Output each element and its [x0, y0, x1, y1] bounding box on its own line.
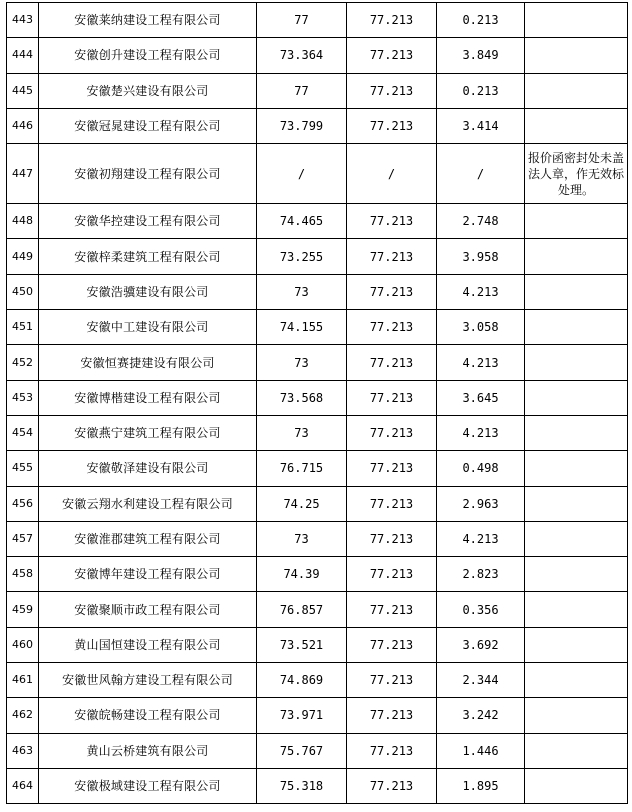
benchmark-value-cell: 77.213 [347, 627, 437, 662]
remark-cell [525, 380, 628, 415]
company-name-cell: 安徽极域建设工程有限公司 [39, 768, 257, 803]
deviation-value-cell: 3.414 [437, 108, 525, 143]
deviation-value-cell: 2.748 [437, 204, 525, 239]
table-row [7, 521, 628, 556]
benchmark-value-cell: 77.213 [347, 38, 437, 73]
company-name-cell: 安徽云翔水利建设工程有限公司 [39, 486, 257, 521]
remark-cell [525, 239, 628, 274]
benchmark-value-cell: 77.213 [347, 663, 437, 698]
benchmark-value-cell: 77.213 [347, 345, 437, 380]
benchmark-value-cell: 77.213 [347, 592, 437, 627]
remark-cell [525, 73, 628, 108]
deviation-value-cell: 2.344 [437, 663, 525, 698]
deviation-value-cell: 4.213 [437, 415, 525, 450]
table-row [7, 663, 628, 698]
deviation-value-cell: 4.213 [437, 521, 525, 556]
remark-cell [525, 204, 628, 239]
deviation-value-cell: 0.213 [437, 3, 525, 38]
table-row [7, 451, 628, 486]
company-name-cell: 安徽恒赛捷建设有限公司 [39, 345, 257, 380]
deviation-value-cell: 1.446 [437, 733, 525, 768]
deviation-value-cell: 3.645 [437, 380, 525, 415]
table-row [7, 415, 628, 450]
quote-value-cell: 74.869 [257, 663, 347, 698]
company-name-cell: 安徽皖畅建设工程有限公司 [39, 698, 257, 733]
row-number-cell: 444 [7, 38, 39, 73]
company-name-cell: 黄山云桥建筑有限公司 [39, 733, 257, 768]
table-row [7, 557, 628, 592]
deviation-value-cell: 3.849 [437, 38, 525, 73]
table-row [7, 627, 628, 662]
quote-value-cell: 73.255 [257, 239, 347, 274]
quote-value-cell: 73.799 [257, 108, 347, 143]
remark-cell: 报价函密封处未盖法人章，作无效标处理。 [525, 144, 628, 204]
table-row [7, 3, 628, 38]
benchmark-value-cell: 77.213 [347, 310, 437, 345]
table-row [7, 38, 628, 73]
table-row [7, 310, 628, 345]
benchmark-value-cell: 77.213 [347, 451, 437, 486]
remark-cell [525, 521, 628, 556]
remark-cell [525, 768, 628, 803]
company-name-cell: 安徽楚兴建设有限公司 [39, 73, 257, 108]
remark-cell [525, 108, 628, 143]
benchmark-value-cell: 77.213 [347, 486, 437, 521]
row-number-cell: 453 [7, 380, 39, 415]
quote-value-cell: 74.465 [257, 204, 347, 239]
quote-value-cell: 74.155 [257, 310, 347, 345]
remark-cell [525, 733, 628, 768]
company-name-cell: 安徽华控建设工程有限公司 [39, 204, 257, 239]
row-number-cell: 450 [7, 274, 39, 309]
table-body [7, 3, 628, 804]
table-row [7, 380, 628, 415]
remark-cell [525, 38, 628, 73]
row-number-cell: 454 [7, 415, 39, 450]
deviation-value-cell: / [437, 144, 525, 204]
quote-value-cell: 75.318 [257, 768, 347, 803]
deviation-value-cell: 3.242 [437, 698, 525, 733]
row-number-cell: 462 [7, 698, 39, 733]
table-row [7, 733, 628, 768]
row-number-cell: 464 [7, 768, 39, 803]
company-name-cell: 安徽敬泽建设有限公司 [39, 451, 257, 486]
row-number-cell: 463 [7, 733, 39, 768]
company-name-cell: 安徽博楷建设工程有限公司 [39, 380, 257, 415]
remark-cell [525, 345, 628, 380]
deviation-value-cell: 0.213 [437, 73, 525, 108]
quote-value-cell: 77 [257, 73, 347, 108]
company-name-cell: 安徽梓柔建筑工程有限公司 [39, 239, 257, 274]
table-row [7, 144, 628, 204]
company-name-cell: 黄山国恒建设工程有限公司 [39, 627, 257, 662]
table-row [7, 274, 628, 309]
quote-value-cell: 77 [257, 3, 347, 38]
remark-cell [525, 592, 628, 627]
benchmark-value-cell: 77.213 [347, 73, 437, 108]
remark-cell [525, 663, 628, 698]
row-number-cell: 447 [7, 144, 39, 204]
benchmark-value-cell: 77.213 [347, 521, 437, 556]
company-name-cell: 安徽聚顺市政工程有限公司 [39, 592, 257, 627]
remark-cell [525, 486, 628, 521]
company-name-cell: 安徽世风翰方建设工程有限公司 [39, 663, 257, 698]
quote-value-cell: 74.39 [257, 557, 347, 592]
company-name-cell: 安徽创升建设工程有限公司 [39, 38, 257, 73]
benchmark-value-cell: / [347, 144, 437, 204]
row-number-cell: 443 [7, 3, 39, 38]
remark-cell [525, 3, 628, 38]
remark-cell [525, 698, 628, 733]
table-row [7, 204, 628, 239]
quote-value-cell: 73.364 [257, 38, 347, 73]
row-number-cell: 446 [7, 108, 39, 143]
quote-value-cell: 73.568 [257, 380, 347, 415]
benchmark-value-cell: 77.213 [347, 557, 437, 592]
row-number-cell: 452 [7, 345, 39, 380]
deviation-value-cell: 4.213 [437, 274, 525, 309]
bid-results-table [6, 2, 628, 804]
row-number-cell: 456 [7, 486, 39, 521]
company-name-cell: 安徽冠晁建设工程有限公司 [39, 108, 257, 143]
row-number-cell: 457 [7, 521, 39, 556]
quote-value-cell: 73 [257, 521, 347, 556]
table-row [7, 768, 628, 803]
quote-value-cell: 73.521 [257, 627, 347, 662]
deviation-value-cell: 4.213 [437, 345, 525, 380]
remark-cell [525, 274, 628, 309]
table-row [7, 239, 628, 274]
table-row [7, 486, 628, 521]
benchmark-value-cell: 77.213 [347, 108, 437, 143]
row-number-cell: 461 [7, 663, 39, 698]
benchmark-value-cell: 77.213 [347, 239, 437, 274]
row-number-cell: 458 [7, 557, 39, 592]
quote-value-cell: 73 [257, 415, 347, 450]
benchmark-value-cell: 77.213 [347, 274, 437, 309]
row-number-cell: 459 [7, 592, 39, 627]
quote-value-cell: 74.25 [257, 486, 347, 521]
deviation-value-cell: 0.356 [437, 592, 525, 627]
deviation-value-cell: 2.963 [437, 486, 525, 521]
remark-cell [525, 415, 628, 450]
quote-value-cell: 73.971 [257, 698, 347, 733]
table-row [7, 108, 628, 143]
deviation-value-cell: 3.958 [437, 239, 525, 274]
row-number-cell: 455 [7, 451, 39, 486]
company-name-cell: 安徽浩骥建设有限公司 [39, 274, 257, 309]
deviation-value-cell: 1.895 [437, 768, 525, 803]
remark-cell [525, 557, 628, 592]
company-name-cell: 安徽初翔建设工程有限公司 [39, 144, 257, 204]
company-name-cell: 安徽燕宁建筑工程有限公司 [39, 415, 257, 450]
company-name-cell: 安徽中工建设有限公司 [39, 310, 257, 345]
remark-cell [525, 627, 628, 662]
row-number-cell: 445 [7, 73, 39, 108]
benchmark-value-cell: 77.213 [347, 204, 437, 239]
benchmark-value-cell: 77.213 [347, 380, 437, 415]
row-number-cell: 448 [7, 204, 39, 239]
quote-value-cell: 76.715 [257, 451, 347, 486]
benchmark-value-cell: 77.213 [347, 415, 437, 450]
quote-value-cell: / [257, 144, 347, 204]
benchmark-value-cell: 77.213 [347, 768, 437, 803]
table-row [7, 592, 628, 627]
remark-cell [525, 310, 628, 345]
company-name-cell: 安徽莱纳建设工程有限公司 [39, 3, 257, 38]
row-number-cell: 449 [7, 239, 39, 274]
deviation-value-cell: 0.498 [437, 451, 525, 486]
company-name-cell: 安徽博年建设工程有限公司 [39, 557, 257, 592]
quote-value-cell: 73 [257, 345, 347, 380]
deviation-value-cell: 2.823 [437, 557, 525, 592]
benchmark-value-cell: 77.213 [347, 698, 437, 733]
remark-cell [525, 451, 628, 486]
table-row [7, 345, 628, 380]
company-name-cell: 安徽淮郡建筑工程有限公司 [39, 521, 257, 556]
deviation-value-cell: 3.692 [437, 627, 525, 662]
quote-value-cell: 75.767 [257, 733, 347, 768]
benchmark-value-cell: 77.213 [347, 3, 437, 38]
row-number-cell: 460 [7, 627, 39, 662]
table-row [7, 698, 628, 733]
table-row [7, 73, 628, 108]
row-number-cell: 451 [7, 310, 39, 345]
quote-value-cell: 76.857 [257, 592, 347, 627]
benchmark-value-cell: 77.213 [347, 733, 437, 768]
quote-value-cell: 73 [257, 274, 347, 309]
deviation-value-cell: 3.058 [437, 310, 525, 345]
